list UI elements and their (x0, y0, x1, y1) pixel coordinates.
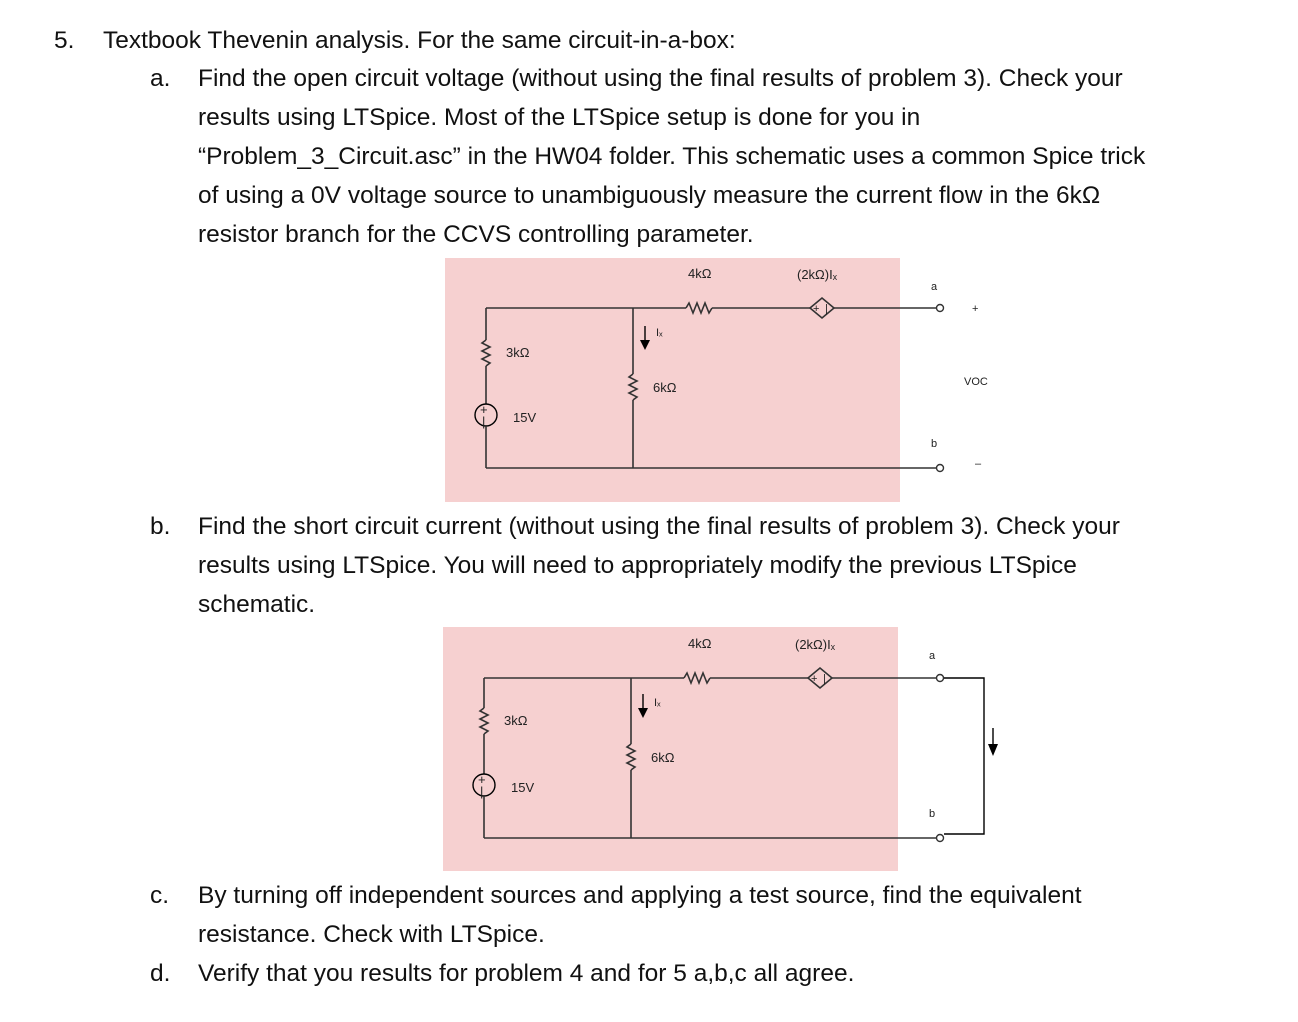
part-a-line: of using a 0V voltage source to unambiguously measure the current flow in the 6kΩ (198, 182, 1101, 209)
problem-number: 5. (54, 27, 75, 54)
part-b-line: schematic. (198, 591, 316, 618)
label-4k: 4kΩ (688, 636, 712, 651)
svg-text:|: | (825, 303, 828, 315)
label-15v: 15V (513, 410, 537, 425)
label-voc: VOC (964, 376, 988, 388)
label-6k: 6kΩ (651, 750, 675, 765)
part-d-label: d. (150, 960, 171, 987)
part-b-label: b. (150, 513, 171, 540)
svg-text:+: + (478, 772, 486, 787)
part-a-label: a. (150, 65, 171, 92)
label-15v: 15V (511, 780, 535, 795)
part-c-label: c. (150, 882, 170, 909)
svg-text:+: + (813, 303, 820, 315)
part-a-line: results using LTSpice. Most of the LTSpice setup is done for you in (198, 104, 921, 131)
label-ix: Iₓ (654, 697, 661, 709)
svg-text:|: | (823, 673, 826, 685)
label-4k: 4kΩ (688, 266, 712, 281)
label-ccvs: (2kΩ)Iₓ (795, 637, 835, 652)
label-3k: 3kΩ (506, 345, 530, 360)
part-c-line: resistance. Check with LTSpice. (198, 921, 545, 948)
label-ccvs: (2kΩ)Iₓ (797, 267, 837, 282)
label-node-a: a (929, 650, 936, 662)
part-b-line: Find the short circuit current (without using the final results of problem 3). Check your (198, 513, 1120, 540)
label-node-b: b (931, 438, 938, 450)
part-a-line: resistor branch for the CCVS controlling parameter. (198, 221, 754, 248)
part-a-line: Find the open circuit voltage (without using the final results of problem 3). Check your (198, 65, 1123, 92)
svg-text:|: | (480, 784, 484, 799)
label-node-b: b (929, 808, 936, 820)
problem-title: Textbook Thevenin analysis. For the same circuit-in-a-box: (103, 27, 736, 54)
part-b-line: results using LTSpice. You will need to appropriately modify the previous LTSpice (198, 552, 1077, 579)
label-plus: + (972, 303, 979, 315)
label-minus: – (975, 458, 982, 470)
svg-text:+: + (480, 402, 488, 417)
part-c-line: By turning off independent sources and applying a test source, find the equivalent (198, 882, 1082, 909)
label-3k: 3kΩ (504, 713, 528, 728)
part-d-line: Verify that you results for problem 4 and for 5 a,b,c all agree. (198, 960, 855, 987)
label-6k: 6kΩ (653, 380, 677, 395)
svg-text:|: | (482, 414, 486, 429)
label-node-a: a (931, 281, 938, 293)
svg-text:+: + (811, 673, 818, 685)
part-a-line: “Problem_3_Circuit.asc” in the HW04 folder. This schematic uses a common Spice trick (198, 143, 1146, 170)
label-ix: Iₓ (656, 327, 663, 339)
